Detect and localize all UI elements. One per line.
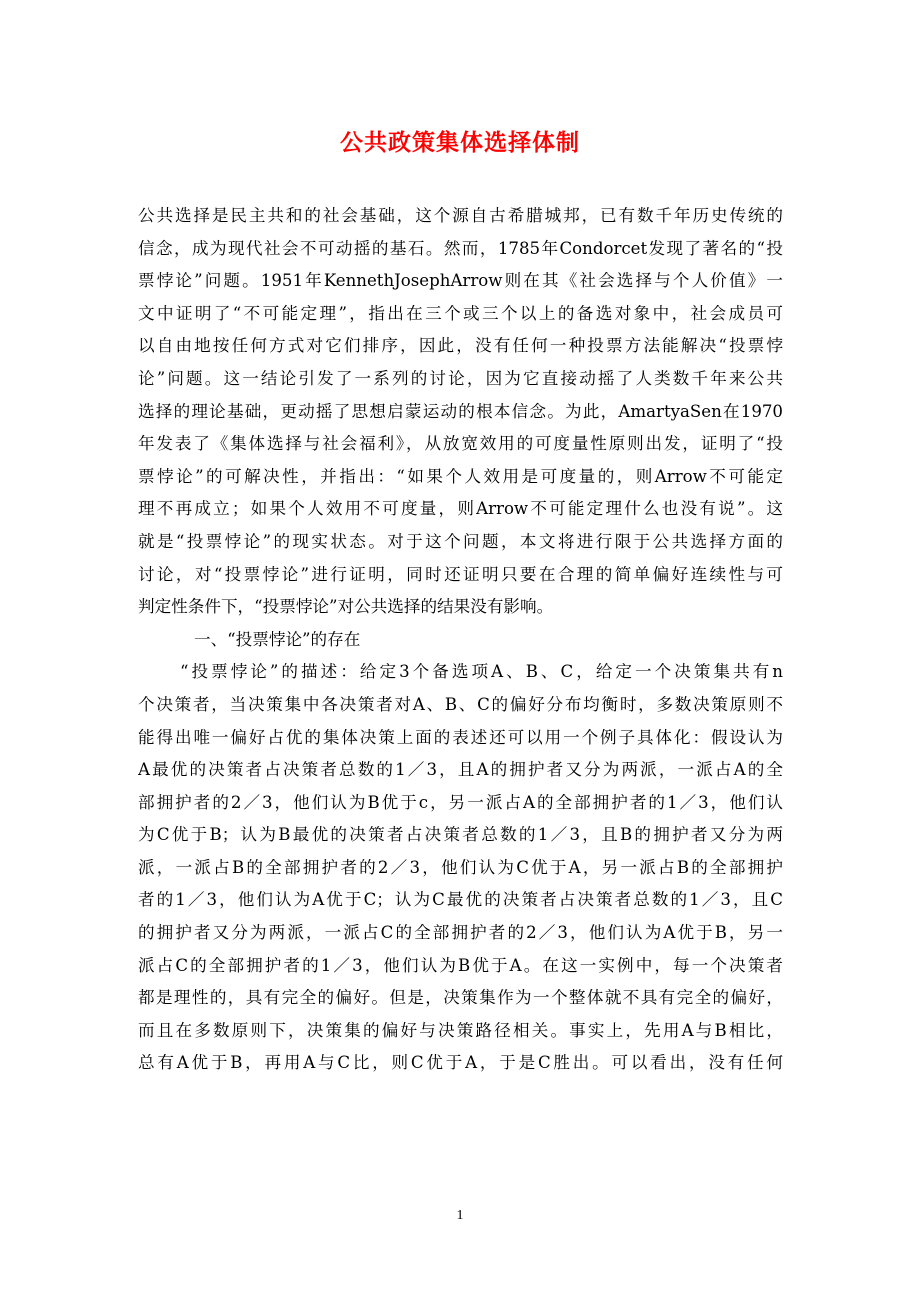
text-line: 派，一派占B的全部拥护者的2／3，他们认为C优于A，另一派占B的全部拥护 [138, 857, 783, 877]
text-line: 票悖论”问题。1951年KennethJosephArrow则在其《社会选择与个人价值》一 [138, 271, 783, 291]
text-line: 选择的理论基础，更动摇了思想启蒙运动的根本信念。为此，AmartyaSen在1970 [138, 401, 783, 421]
text-line: 而且在多数原则下，决策集的偏好与决策路径相关。事实上，先用A与B相比， [138, 1020, 783, 1040]
text-line: A最优的决策者占决策者总数的1／3，且A的拥护者又分为两派，一派占A的全 [138, 760, 783, 780]
text-line: 个决策者，当决策集中各决策者对A、B、C的偏好分布均衡时，多数决策原则不 [138, 694, 783, 714]
document-body [138, 200, 783, 1080]
page-number: 1 [456, 1208, 464, 1223]
text-line: 能得出唯一偏好占优的集体决策上面的表述还可以用一个例子具体化：假设认为 [138, 727, 783, 747]
text-line: 信念，成为现代社会不可动摇的基石。然而，1785年Condorcet发现了著名的“投 [138, 238, 783, 258]
section-heading: 一、“投票悖论”的存在 [194, 629, 361, 649]
page-title: 公共政策集体选择体制 [340, 130, 580, 156]
text-line: 者的1／3，他们认为A优于C；认为C最优的决策者占决策者总数的1／3，且C [138, 890, 783, 910]
text-line: 公共选择是民主共和的社会基础，这个源自古希腊城邦，已有数千年历史传统的 [138, 206, 783, 225]
text-line: 理不再成立；如果个人效用不可度量，则Arrow不可能定理什么也没有说”。这 [138, 499, 783, 519]
text-line: 派占C的全部拥护者的1／3，他们认为B优于A。在这一实例中，每一个决策者 [138, 955, 783, 975]
text-line: 为C优于B；认为B最优的决策者占决策者总数的1／3，且B的拥护者又分为两 [138, 825, 783, 845]
text-line: 文中证明了“不可能定理”，指出在三个或三个以上的备选对象中，社会成员可 [138, 303, 783, 323]
text-line: 都是理性的，具有完全的偏好。但是，决策集作为一个整体就不具有完全的偏好， [138, 988, 783, 1008]
text-line: 年发表了《集体选择与社会福利》，从放宽效用的可度量性原则出发，证明了“投 [138, 434, 783, 454]
text-line: 票悖论”的可解决性，并指出：“如果个人效用是可度量的，则Arrow不可能定 [138, 466, 783, 486]
text-line: 就是“投票悖论”的现实状态。对于这个问题，本文将进行限于公共选择方面的 [138, 531, 783, 551]
text-line: 的拥护者又分为两派，一派占C的全部拥护者的2／3，他们认为A优于B，另一 [138, 923, 783, 943]
text-line: 论”问题。这一结论引发了一系列的讨论，因为它直接动摇了人类数千年来公共 [138, 368, 783, 388]
text-line: 总有A优于B，再用A与C比，则C优于A，于是C胜出。可以看出，没有任何 [138, 1053, 783, 1073]
text-line: 以自由地按任何方式对它们排序，因此，没有任何一种投票方法能解决“投票悖 [138, 336, 783, 356]
text-line: 判定性条件下，“投票悖论”对公共选择的结果没有影响。 [138, 597, 554, 617]
paragraph-voting-paradox [138, 656, 783, 1080]
text-line: 部拥护者的2／3，他们认为B优于c，另一派占A的全部拥护者的1／3，他们认 [138, 792, 783, 812]
text-line: “投票悖论”的描述：给定3个备选项A、B、C，给定一个决策集共有n [180, 662, 783, 682]
paragraph-intro [138, 200, 783, 624]
text-line: 讨论，对“投票悖论”进行证明，同时还证明只要在合理的简单偏好连续性与可 [138, 564, 783, 584]
